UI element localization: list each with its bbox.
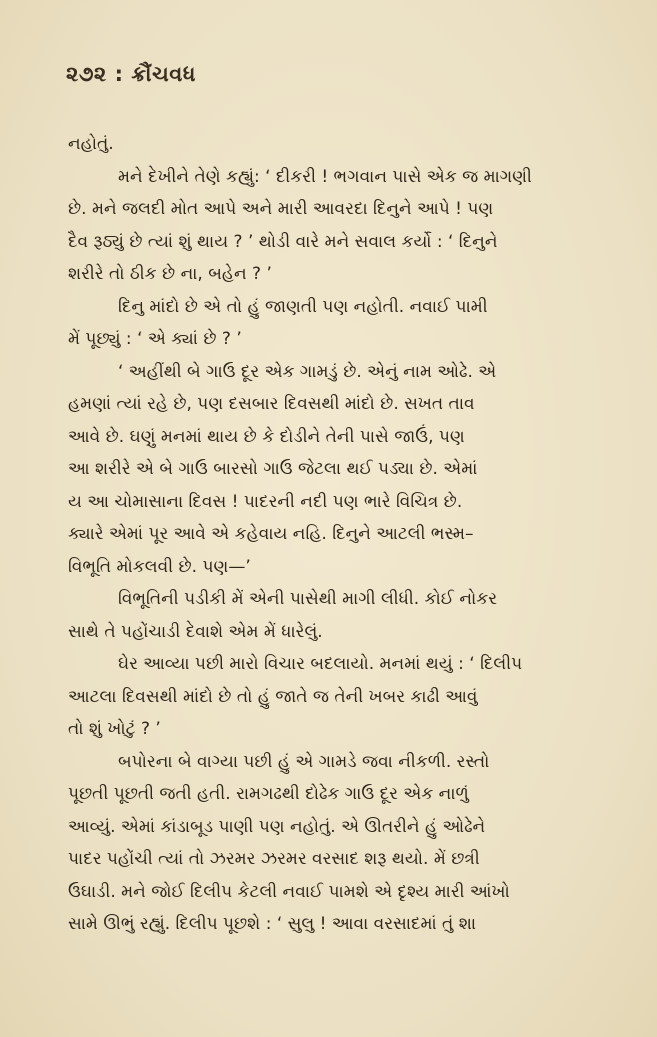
text-line: ક્યારે એમાં પૂર આવે એ કહેવાય નહિ. દિનુને આટલી ભસ્મ– xyxy=(68,524,474,544)
text-line: આટલા દિવસથી માંદો છે તો હું જાતે જ તેની ખબર કાઢી આવું xyxy=(68,686,478,707)
text-line: હમણાં ત્યાં રહે છે, પણ દસબાર દિવસથી માંદો છે. સખત તાવ xyxy=(68,394,475,414)
text-line: વિભૂતિની પડીકી મેં એની પાસેથી માગી લીધી. કોઈ નોકર xyxy=(118,589,498,609)
page-number: ૨૭૨ xyxy=(66,62,107,86)
text-line: તો શું ખોટું ? ’ xyxy=(68,719,161,739)
text-line: બપોરના બે વાગ્યા પછી હું એ ગામડે જવા નીકળી. રસ્તો xyxy=(118,751,490,772)
text-line: ઉઘાડી. મને જોઈ દિલીપ કેટલી નવાઈ પામશે એ દૃશ્ય મારી આંખો xyxy=(68,881,510,902)
text-line: સાથે તે પહોંચાડી દેવાશે એમ મેં ધારેલું. xyxy=(68,621,323,642)
text-line: આવ્યું. એમાં કાંડાબૂડ પાણી પણ નહોતું. એ ઊતરીને હું ઓઢેને xyxy=(68,816,486,837)
text-line: સામે ઊભું રહ્યું. દિલીપ પૂછશે : ‘ સુલુ ! આવા વરસાદમાં તું શા xyxy=(68,914,476,934)
text-line: પૂછતી પૂછતી જતી હતી. રામગઢથી દોઢેક ગાઉ દૂર એક નાળું xyxy=(68,784,469,804)
text-line: મને દેખીને તેણે કહ્યું: ‘ દીકરી ! ભગવાન પાસે એક જ માગણી xyxy=(118,166,532,187)
text-line: છે. મને જલદી મોત આપે અને મારી આવરદા દિનુને આપે ! પણ xyxy=(68,199,494,219)
running-header xyxy=(66,62,196,87)
text-line: મેં પૂછ્યું : ‘ એ ક્યાં છે ? ’ xyxy=(68,329,242,349)
text-line: ઘેર આવ્યા પછી મારો વિચાર બદલાયો. મનમાં થયું : ‘ દિલીપ xyxy=(118,654,523,674)
chapter-title: ક્રૌંચવધ xyxy=(131,62,196,86)
page-body xyxy=(68,128,624,941)
text-line: આ શરીરે એ બે ગાઉ બારસો ગાઉ જેટલા થઈ પડ્યા છે. એમાં xyxy=(68,459,478,479)
text-line: શરીરે તો ઠીક છે ના, બહેન ? ’ xyxy=(68,264,272,284)
text-line: ‘ અહીંથી બે ગાઉ દૂર એક ગામડું છે. એનું નામ ઓઢે. એ xyxy=(118,361,497,382)
text-line: વિભૂતિ મોકલવી છે. પણ—’ xyxy=(68,556,251,577)
text-line: આવે છે. ઘણું મનમાં થાય છે કે દોડીને તેની પાસે જાઉં, પણ xyxy=(68,426,465,447)
text-line: પાદર પહોંચી ત્યાં તો ઝરમર ઝરમર વરસાદ શરૂ થયો. મેં છત્રી xyxy=(68,849,480,869)
text-line: દૈવ રૂઠ્યું છે ત્યાં શું થાય ? ’ થોડી વારે મને સવાલ કર્યો : ‘ દિનુને xyxy=(68,231,498,252)
text-line: દિનુ માંદો છે એ તો હું જાણતી પણ નહોતી. નવાઈ પામી xyxy=(118,296,488,317)
text-line: ય આ ચોમાસાના દિવસ ! પાદરની નદી પણ ભારે વિચિત્ર છે. xyxy=(68,491,463,512)
header-separator: : xyxy=(114,62,124,86)
text-line: નહોતું. xyxy=(68,134,114,154)
